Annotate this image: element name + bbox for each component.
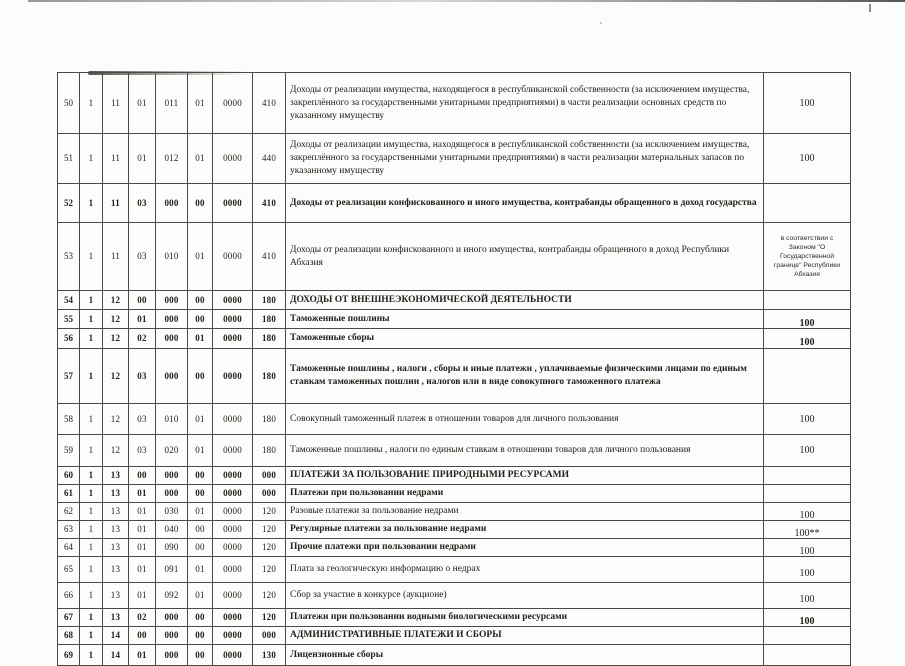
code-cell: 00 (188, 539, 213, 557)
row-number-cell: 51 (58, 134, 80, 184)
code-cell: 090 (156, 539, 188, 557)
code-cell: 0000 (213, 557, 253, 583)
description-cell: Сбор за участие в конкурсе (аукционе) (286, 583, 764, 609)
description-cell: Платежи при пользовании недрами (286, 485, 764, 503)
code-cell: 01 (188, 435, 213, 467)
code-cell: 011 (156, 73, 188, 134)
table-row (58, 467, 851, 485)
code-cell: 00 (188, 485, 213, 503)
description-cell: Доходы от реализации конфискованного и иного имущества, контрабанды обращенного в доход Республики Абхазия (286, 223, 764, 291)
table-row (58, 223, 851, 291)
code-cell: 03 (129, 404, 156, 435)
code-cell: 13 (103, 539, 129, 557)
description-cell: ДОХОДЫ ОТ ВНЕШНЕЭКОНОМИЧЕСКОЙ ДЕЯТЕЛЬНОСТИ (286, 291, 764, 310)
code-cell: 0000 (213, 404, 253, 435)
code-cell: 0000 (213, 645, 253, 666)
code-cell: 00 (188, 467, 213, 485)
code-cell: 1 (80, 557, 103, 583)
code-cell: 13 (103, 609, 129, 627)
code-cell: 01 (129, 583, 156, 609)
code-cell: 410 (253, 223, 286, 291)
code-cell: 1 (80, 291, 103, 310)
code-cell: 000 (156, 645, 188, 666)
code-cell: 00 (188, 627, 213, 645)
code-cell: 1 (80, 404, 103, 435)
description-cell: Регулярные платежи за пользование недрами (286, 521, 764, 539)
value-text: 100 (799, 445, 815, 456)
code-cell: 02 (129, 609, 156, 627)
value-cell (764, 539, 851, 557)
code-cell: 010 (156, 223, 188, 291)
code-cell: 13 (103, 521, 129, 539)
code-cell: 00 (188, 291, 213, 310)
value-cell (764, 349, 851, 404)
table-row (58, 329, 851, 349)
value-cell (764, 467, 851, 485)
description-cell: Разовые платежи за пользование недрами (286, 503, 764, 521)
table-row (58, 349, 851, 404)
code-cell: 12 (103, 329, 129, 349)
code-cell: 0000 (213, 583, 253, 609)
row-number-cell: 57 (58, 349, 80, 404)
row-number-cell: 58 (58, 404, 80, 435)
value-cell (764, 627, 851, 645)
code-cell: 091 (156, 557, 188, 583)
code-cell: 12 (103, 310, 129, 329)
value-cell (764, 134, 851, 184)
code-cell: 000 (156, 627, 188, 645)
value-text: 100 (799, 153, 815, 164)
row-number-cell: 63 (58, 521, 80, 539)
row-number-cell: 67 (58, 609, 80, 627)
code-cell: 0000 (213, 435, 253, 467)
value-cell (764, 310, 851, 329)
code-cell: 01 (188, 73, 213, 134)
code-cell: 00 (188, 349, 213, 404)
row-number-cell: 66 (58, 583, 80, 609)
code-cell: 11 (103, 134, 129, 184)
code-cell: 0000 (213, 521, 253, 539)
code-cell: 1 (80, 349, 103, 404)
code-cell: 13 (103, 557, 129, 583)
table-row (58, 485, 851, 503)
code-cell: 01 (188, 583, 213, 609)
code-cell: 12 (103, 435, 129, 467)
code-cell: 1 (80, 645, 103, 666)
code-cell: 13 (103, 583, 129, 609)
code-cell: 0000 (213, 503, 253, 521)
code-cell: 01 (188, 134, 213, 184)
code-cell: 01 (129, 557, 156, 583)
value-cell (764, 223, 851, 291)
code-cell: 0000 (213, 485, 253, 503)
code-cell: 13 (103, 485, 129, 503)
value-cell (764, 404, 851, 435)
code-cell: 12 (103, 404, 129, 435)
row-number-cell: 64 (58, 539, 80, 557)
code-cell: 1 (80, 503, 103, 521)
code-cell: 01 (129, 485, 156, 503)
code-cell: 11 (103, 184, 129, 223)
code-cell: 0000 (213, 467, 253, 485)
code-cell: 000 (253, 627, 286, 645)
code-cell: 00 (188, 521, 213, 539)
table-row (58, 184, 851, 223)
code-cell: 1 (80, 329, 103, 349)
code-cell: 13 (103, 467, 129, 485)
value-cell (764, 73, 851, 134)
code-cell: 180 (253, 310, 286, 329)
code-cell: 180 (253, 291, 286, 310)
code-cell: 0000 (213, 539, 253, 557)
value-cell (764, 435, 851, 467)
code-cell: 120 (253, 609, 286, 627)
code-cell: 040 (156, 521, 188, 539)
value-text: 100 (799, 97, 815, 109)
description-cell: Доходы от реализации имущества, находящегося в республиканской собственности (за исключением имущества, закреплённого за государственными унитарными предприятиями) в части реализации материальных запасов по указанному имуществу (286, 134, 764, 184)
description-cell: Доходы от реализации конфискованного и иного имущества, контрабанды обращенного в доход государства (286, 184, 764, 223)
code-cell: 000 (156, 609, 188, 627)
value-text: 100 (799, 510, 815, 521)
table-row (58, 521, 851, 539)
description-cell: Таможенные пошлины , налоги по единым ставкам в отношении товаров для личного пользования (286, 435, 764, 467)
value-cell (764, 503, 851, 521)
code-cell: 0000 (213, 73, 253, 134)
table-row (58, 134, 851, 184)
code-cell: 130 (253, 645, 286, 666)
code-cell: 12 (103, 349, 129, 404)
code-cell: 0000 (213, 134, 253, 184)
row-number-cell: 59 (58, 435, 80, 467)
value-cell (764, 329, 851, 349)
code-cell: 00 (188, 310, 213, 329)
code-cell: 1 (80, 435, 103, 467)
scan-edge-artifact (28, 0, 905, 2)
code-cell: 03 (129, 435, 156, 467)
code-cell: 092 (156, 583, 188, 609)
value-cell (764, 645, 851, 666)
code-cell: 00 (188, 645, 213, 666)
code-cell: 1 (80, 73, 103, 134)
description-cell: Лицензионные сборы (286, 645, 764, 666)
code-cell: 01 (129, 539, 156, 557)
code-cell: 01 (188, 404, 213, 435)
value-text: 100 (799, 616, 815, 627)
scan-speck (600, 22, 602, 24)
code-cell: 000 (156, 485, 188, 503)
row-number-cell: 61 (58, 485, 80, 503)
code-cell: 120 (253, 583, 286, 609)
value-cell (764, 609, 851, 627)
value-cell (764, 521, 851, 539)
code-cell: 1 (80, 485, 103, 503)
row-number-cell: 53 (58, 223, 80, 291)
description-cell: АДМИНИСТРАТИВНЫЕ ПЛАТЕЖИ И СБОРЫ (286, 627, 764, 645)
code-cell: 1 (80, 223, 103, 291)
code-cell: 00 (188, 184, 213, 223)
row-number-cell: 62 (58, 503, 80, 521)
table-row (58, 627, 851, 645)
code-cell: 410 (253, 73, 286, 134)
table-row (58, 539, 851, 557)
code-cell: 010 (156, 404, 188, 435)
value-text: 100 (799, 546, 815, 557)
value-text: 100** (794, 528, 820, 539)
code-cell: 120 (253, 521, 286, 539)
table-row (58, 310, 851, 329)
code-cell: 0000 (213, 627, 253, 645)
code-cell: 01 (188, 557, 213, 583)
code-cell: 000 (156, 184, 188, 223)
code-cell: 0000 (213, 184, 253, 223)
value-note: в соответствии с Законом "О Государственной границе" Республики Абхазия (773, 235, 841, 278)
code-cell: 00 (129, 467, 156, 485)
code-cell: 01 (129, 503, 156, 521)
code-cell: 14 (103, 645, 129, 666)
code-cell: 03 (129, 223, 156, 291)
code-cell: 01 (129, 521, 156, 539)
value-text: 100 (799, 413, 815, 425)
description-cell: Таможенные пошлины (286, 310, 764, 329)
description-cell: Платежи при пользовании водными биологическими ресурсами (286, 609, 764, 627)
code-cell: 000 (253, 467, 286, 485)
code-cell: 120 (253, 503, 286, 521)
table-row (58, 645, 851, 666)
table-row (58, 291, 851, 310)
code-cell: 01 (188, 503, 213, 521)
code-cell: 1 (80, 583, 103, 609)
code-cell: 1 (80, 609, 103, 627)
code-cell: 1 (80, 134, 103, 184)
budget-classification-table (57, 72, 851, 666)
code-cell: 14 (103, 627, 129, 645)
value-cell (764, 184, 851, 223)
table-row (58, 557, 851, 583)
code-cell: 01 (129, 134, 156, 184)
value-cell (764, 291, 851, 310)
code-cell: 03 (129, 349, 156, 404)
code-cell: 00 (129, 291, 156, 310)
code-cell: 1 (80, 627, 103, 645)
code-cell: 1 (80, 184, 103, 223)
row-number-cell: 56 (58, 329, 80, 349)
description-cell: Доходы от реализации имущества, находящегося в республиканской собственности (за исключением имущества, закреплённого за государственными унитарными предприятиями) в части реализации основных средств по указанному имуществу (286, 73, 764, 134)
code-cell: 000 (156, 329, 188, 349)
code-cell: 0000 (213, 609, 253, 627)
code-cell: 120 (253, 539, 286, 557)
code-cell: 000 (156, 291, 188, 310)
code-cell: 410 (253, 184, 286, 223)
code-cell: 1 (80, 539, 103, 557)
code-cell: 01 (129, 645, 156, 666)
code-cell: 01 (188, 223, 213, 291)
code-cell: 02 (129, 329, 156, 349)
table-row (58, 503, 851, 521)
value-text: 100 (799, 317, 815, 329)
code-cell: 180 (253, 349, 286, 404)
code-cell: 01 (129, 310, 156, 329)
code-cell: 020 (156, 435, 188, 467)
description-cell: Прочие платежи при пользовании недрами (286, 539, 764, 557)
table-row (58, 609, 851, 627)
row-number-cell: 68 (58, 627, 80, 645)
code-cell: 13 (103, 503, 129, 521)
code-cell: 180 (253, 435, 286, 467)
code-cell: 030 (156, 503, 188, 521)
code-cell: 0000 (213, 349, 253, 404)
code-cell: 000 (156, 467, 188, 485)
code-cell: 03 (129, 184, 156, 223)
table-row (58, 404, 851, 435)
code-cell: 00 (129, 627, 156, 645)
code-cell: 0000 (213, 329, 253, 349)
value-cell (764, 485, 851, 503)
description-cell: Совокупный таможенный платеж в отношении товаров для личного пользования (286, 404, 764, 435)
value-cell (764, 557, 851, 583)
code-cell: 000 (253, 485, 286, 503)
value-text: 100 (799, 337, 815, 348)
row-number-cell: 60 (58, 467, 80, 485)
code-cell: 0000 (213, 223, 253, 291)
value-text: 100 (799, 594, 815, 605)
code-cell: 440 (253, 134, 286, 184)
code-cell: 012 (156, 134, 188, 184)
code-cell: 12 (103, 291, 129, 310)
table-row (58, 435, 851, 467)
description-cell: Плата за геологическую информацию о недрах (286, 557, 764, 583)
value-text: 100 (799, 568, 815, 579)
code-cell: 11 (103, 73, 129, 134)
scan-mark-artifact (869, 4, 871, 12)
code-cell: 0000 (213, 310, 253, 329)
code-cell: 01 (188, 329, 213, 349)
row-number-cell: 69 (58, 645, 80, 666)
code-cell: 1 (80, 467, 103, 485)
table-row (58, 73, 851, 134)
row-number-cell: 54 (58, 291, 80, 310)
description-cell: Таможенные сборы (286, 329, 764, 349)
row-number-cell: 55 (58, 310, 80, 329)
code-cell: 180 (253, 329, 286, 349)
code-cell: 180 (253, 404, 286, 435)
row-number-cell: 52 (58, 184, 80, 223)
row-number-cell: 65 (58, 557, 80, 583)
code-cell: 1 (80, 521, 103, 539)
code-cell: 11 (103, 223, 129, 291)
code-cell: 120 (253, 557, 286, 583)
description-cell: Таможенные пошлины , налоги , сборы и иные платежи , уплачиваемые физическими лицами по единым ставкам таможенных пошлин , налогов или в виде совокупного таможенного платежа (286, 349, 764, 404)
row-number-cell: 50 (58, 73, 80, 134)
table-row (58, 583, 851, 609)
code-cell: 0000 (213, 291, 253, 310)
value-cell (764, 583, 851, 609)
code-cell: 00 (188, 609, 213, 627)
code-cell: 000 (156, 349, 188, 404)
code-cell: 1 (80, 310, 103, 329)
description-cell: ПЛАТЕЖИ ЗА ПОЛЬЗОВАНИЕ ПРИРОДНЫМИ РЕСУРСАМИ (286, 467, 764, 485)
code-cell: 000 (156, 310, 188, 329)
code-cell: 01 (129, 73, 156, 134)
